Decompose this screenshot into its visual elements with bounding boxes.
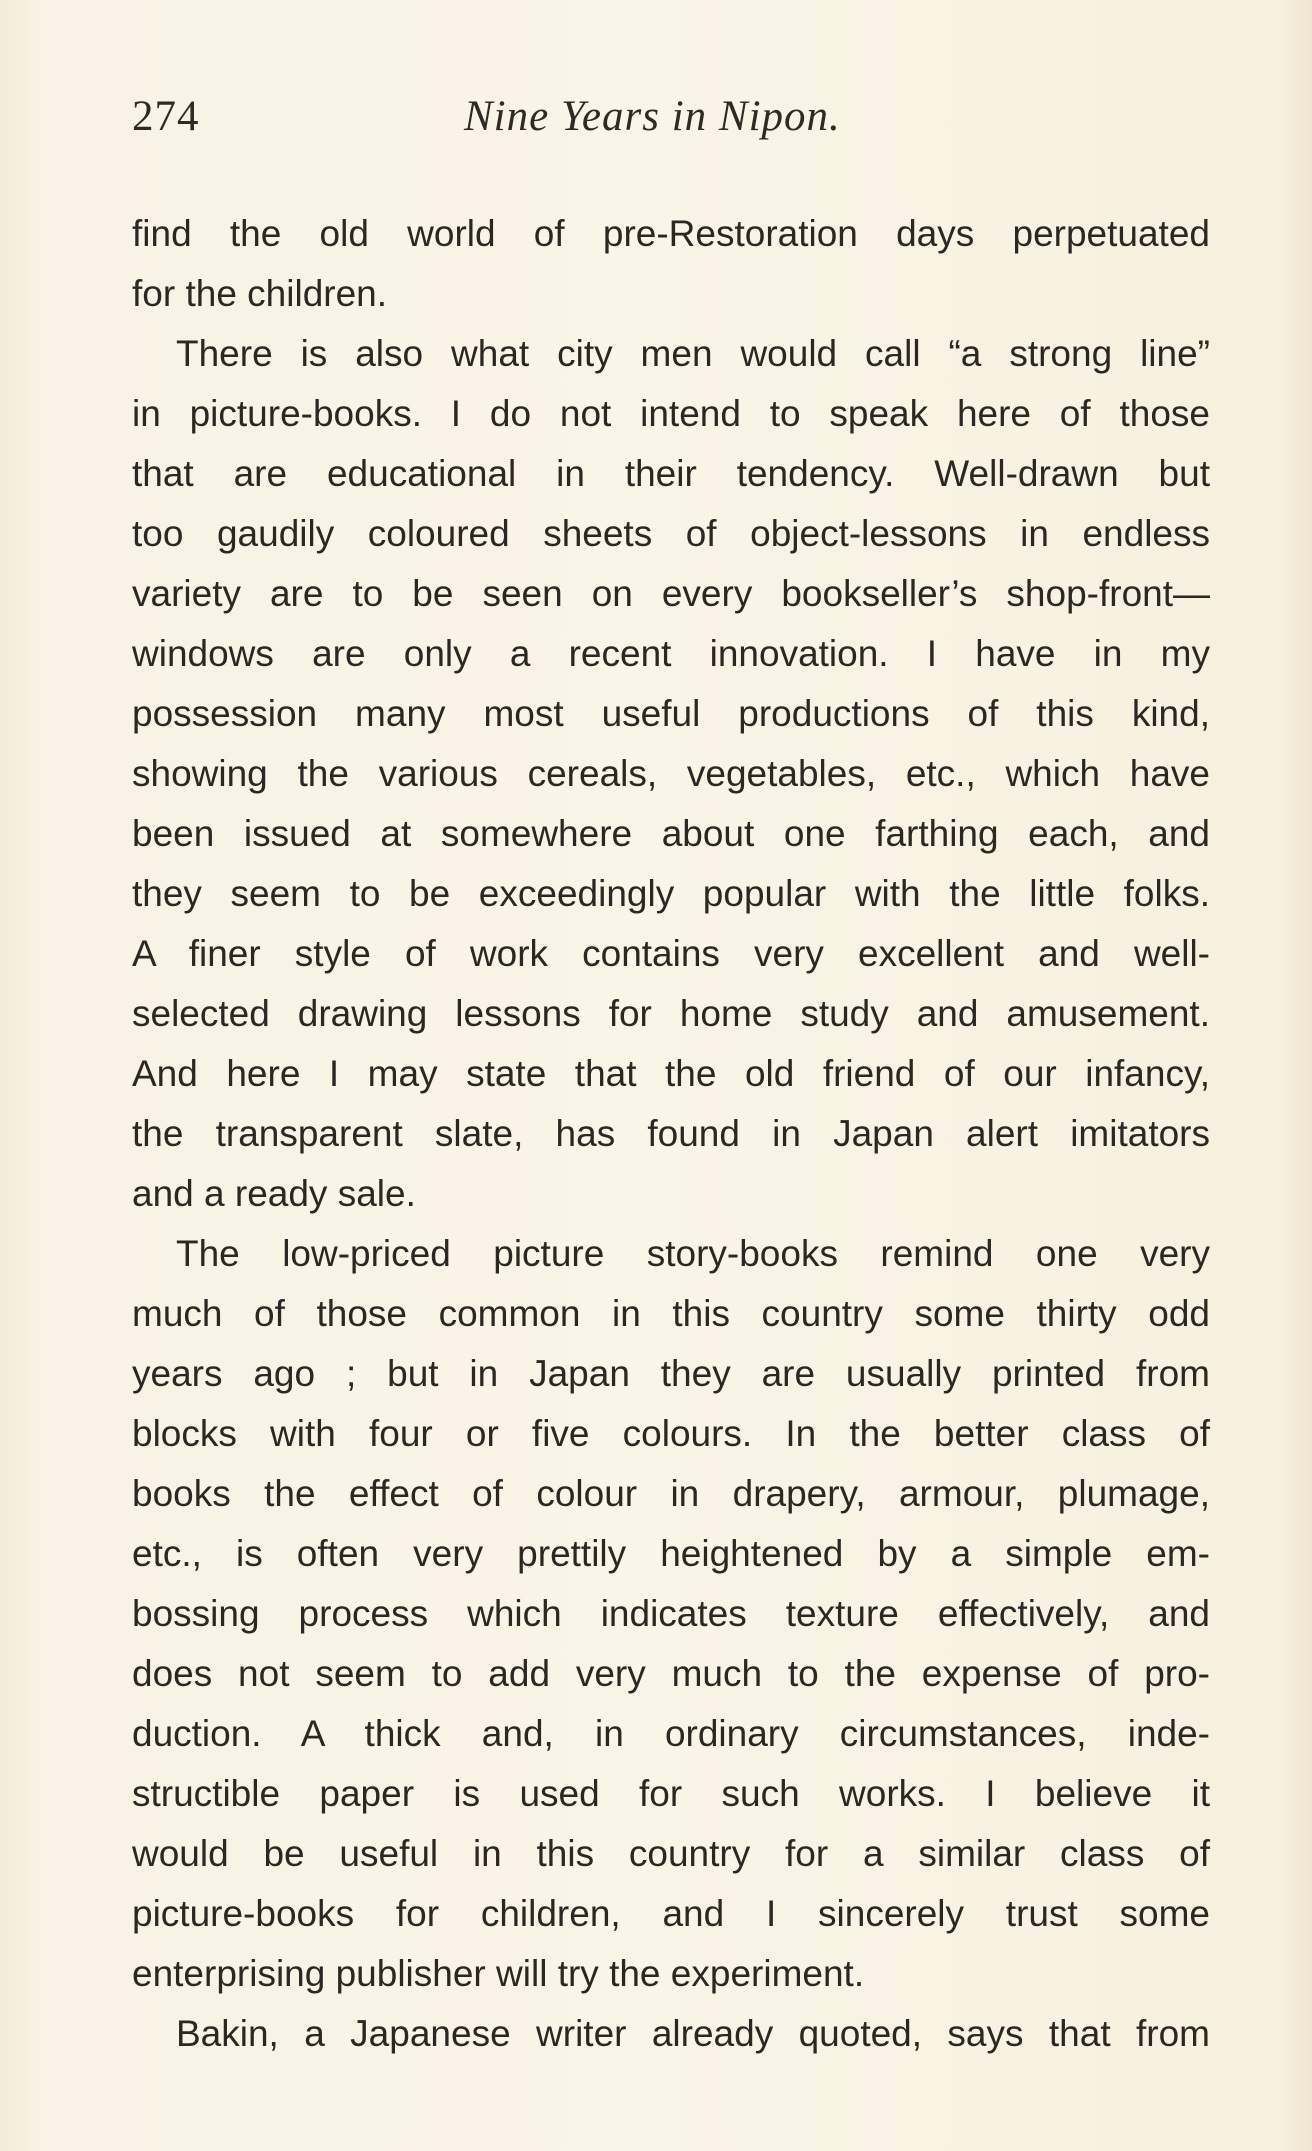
text-line: picture-books for children, and I sincerely trust some xyxy=(132,1893,1210,1934)
page-header xyxy=(132,92,1212,162)
text-line: windows are only a recent innovation. I have in my xyxy=(132,633,1210,674)
text-line: blocks with four or five colours. In the better class of xyxy=(132,1413,1210,1454)
text-line: Bakin, a Japanese writer already quoted, says that from xyxy=(176,2013,1210,2054)
text-line: enterprising publisher will try the experiment. xyxy=(132,1953,865,1994)
text-line: years ago ; but in Japan they are usually printed from xyxy=(132,1353,1210,1394)
text-line: The low-priced picture story-books remind one very xyxy=(176,1233,1210,1274)
text-line: etc., is often very prettily heightened by a simple em- xyxy=(132,1533,1210,1574)
text-line: and a ready sale. xyxy=(132,1173,416,1214)
text-line: in picture-books. I do not intend to speak here of those xyxy=(132,393,1210,434)
text-line: does not seem to add very much to the expense of pro- xyxy=(132,1653,1210,1694)
text-line: There is also what city men would call “a strong line” xyxy=(176,333,1210,374)
body-text xyxy=(132,204,1210,2064)
running-title: Nine Years in Nipon. xyxy=(464,93,841,140)
text-line: find the old world of pre-Restoration days perpetuated xyxy=(132,213,1210,254)
text-line: books the effect of colour in drapery, armour, plumage, xyxy=(132,1473,1210,1514)
text-line: would be useful in this country for a similar class of xyxy=(132,1833,1210,1874)
text-line: And here I may state that the old friend of our infancy, xyxy=(132,1053,1210,1094)
text-line: been issued at somewhere about one farthing each, and xyxy=(132,813,1210,854)
text-line: that are educational in their tendency. Well-drawn but xyxy=(132,453,1210,494)
text-line: showing the various cereals, vegetables, etc., which have xyxy=(132,753,1210,794)
text-line: duction. A thick and, in ordinary circumstances, inde- xyxy=(132,1713,1210,1754)
text-line: for the children. xyxy=(132,273,388,314)
page-number: 274 xyxy=(132,93,200,140)
text-line: structible paper is used for such works. I believe it xyxy=(132,1773,1210,1814)
text-line: possession many most useful productions of this kind, xyxy=(132,693,1210,734)
text-line: too gaudily coloured sheets of object-lessons in endless xyxy=(132,513,1210,554)
text-line: variety are to be seen on every bookseller’s shop-front— xyxy=(132,573,1210,614)
text-line: much of those common in this country some thirty odd xyxy=(132,1293,1210,1334)
text-line: selected drawing lessons for home study and amusement. xyxy=(132,993,1210,1034)
text-line: A finer style of work contains very excellent and well- xyxy=(132,933,1210,974)
text-line: the transparent slate, has found in Japan alert imitators xyxy=(132,1113,1210,1154)
text-line: bossing process which indicates texture effectively, and xyxy=(132,1593,1210,1634)
text-line: they seem to be exceedingly popular with the little folks. xyxy=(132,873,1210,914)
